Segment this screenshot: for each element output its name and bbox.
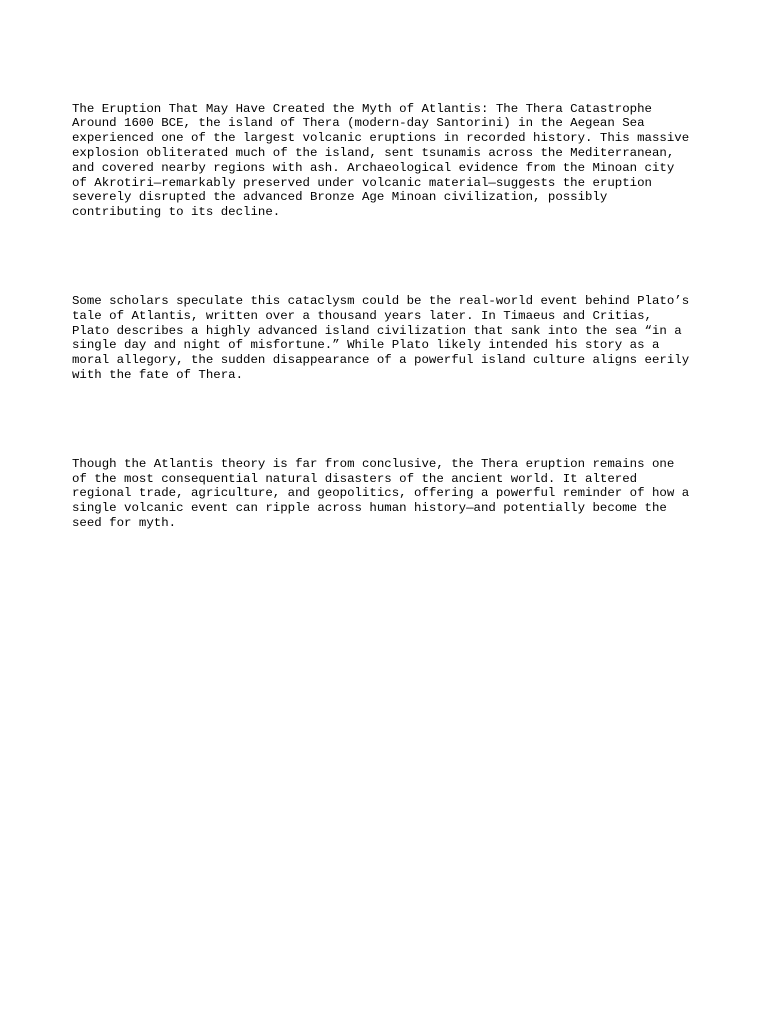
paragraph-1	[72, 72, 702, 250]
text-line: single day and night of misfortune.” While Plato likely intended his story as a	[72, 338, 660, 353]
text-line: of the most consequential natural disasters of the ancient world. It altered	[72, 471, 638, 486]
text-line: regional trade, agriculture, and geopolitics, offering a powerful reminder of how a	[72, 486, 690, 501]
text-line: explosion obliterated much of the island, sent tsunamis across the Mediterranean,	[72, 145, 675, 160]
text-line: moral allegory, the sudden disappearance of a powerful island culture aligns eerily	[72, 353, 690, 368]
text-line: Some scholars speculate this cataclysm could be the real-world event behind Plato’s	[72, 293, 690, 308]
text-line: Plato describes a highly advanced island civilization that sank into the sea “in a	[72, 323, 682, 338]
text-line: single volcanic event can ripple across human history—and potentially become the	[72, 501, 667, 516]
text-line: The Eruption That May Have Created the Myth of Atlantis: The Thera Catastrophe	[72, 101, 652, 116]
text-line: Though the Atlantis theory is far from conclusive, the Thera eruption remains one	[72, 456, 675, 471]
text-line: severely disrupted the advanced Bronze Age Minoan civilization, possibly	[72, 190, 608, 205]
text-line: contributing to its decline.	[72, 205, 281, 220]
text-line: with the fate of Thera.	[72, 367, 244, 382]
text-line: Around 1600 BCE, the island of Thera (modern-day Santorini) in the Aegean Sea	[72, 116, 645, 131]
document-body	[72, 72, 702, 575]
text-line: of Akrotiri—remarkably preserved under volcanic material—suggests the eruption	[72, 175, 652, 190]
text-line: seed for myth.	[72, 515, 177, 530]
paragraph-3	[72, 427, 702, 560]
text-line: and covered nearby regions with ash. Archaeological evidence from the Minoan city	[72, 160, 675, 175]
text-line: tale of Atlantis, written over a thousand years later. In Timaeus and Critias,	[72, 308, 652, 323]
paragraph-2	[72, 264, 702, 412]
text-line: experienced one of the largest volcanic eruptions in recorded history. This massive	[72, 131, 690, 146]
